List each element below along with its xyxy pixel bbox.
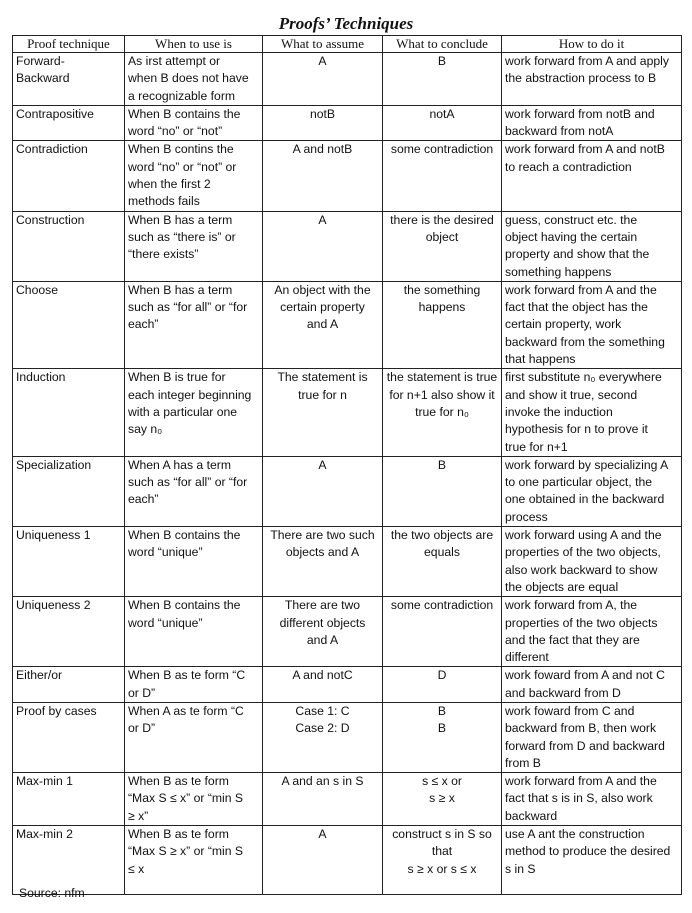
cell-when: When B contains the word “unique”: [125, 527, 263, 597]
cell-how: work forward from A and notB to reach a contradiction: [502, 141, 682, 211]
cell-how: work forward from A and the fact that s is in S, also work backward: [502, 773, 682, 826]
proof-techniques-table: [12, 35, 682, 895]
table-row: [13, 826, 682, 895]
cell-technique: Proof by cases: [13, 702, 125, 772]
cell-when: When B as te form “C or D”: [125, 667, 263, 703]
column-header-assume: What to assume: [263, 36, 383, 53]
cell-conclude: D: [383, 667, 502, 703]
cell-how: guess, construct etc. the object having the certain property and show that the something happens: [502, 211, 682, 281]
cell-conclude: B: [383, 456, 502, 526]
cell-assume: A: [263, 53, 383, 106]
cell-when: When B contins the word “no” or “not” or when the first 2 methods fails: [125, 141, 263, 211]
cell-when: When B has a term such as “for all” or “for each”: [125, 281, 263, 368]
cell-assume: A: [263, 456, 383, 526]
cell-when: When A has a term such as “for all” or “for each”: [125, 456, 263, 526]
source-note: Source: nfm: [19, 886, 85, 900]
column-header-conclude: What to conclude: [383, 36, 502, 53]
cell-assume: A and notC: [263, 667, 383, 703]
cell-how: work forward from A and apply the abstraction process to B: [502, 53, 682, 106]
cell-how: first substitute n₀ everywhere and show it true, second invoke the induction hypothesis for n to prove it true for n+1: [502, 369, 682, 456]
table-row: [13, 456, 682, 526]
cell-conclude: B B: [383, 702, 502, 772]
cell-assume: The statement is true for n: [263, 369, 383, 456]
cell-conclude: construct s in S so that s ≥ x or s ≤ x: [383, 826, 502, 895]
cell-how: work forward from A and the fact that the object has the certain property, work backward from the something that happens: [502, 281, 682, 368]
cell-technique: Specialization: [13, 456, 125, 526]
cell-when: When B contains the word “unique”: [125, 597, 263, 667]
cell-conclude: some contradiction: [383, 597, 502, 667]
cell-assume: A and an s in S: [263, 773, 383, 826]
table-row: [13, 667, 682, 703]
cell-technique: Contrapositive: [13, 105, 125, 141]
page-title: Proofs’ Techniques: [278, 14, 414, 33]
cell-technique: Forward- Backward: [13, 53, 125, 106]
cell-technique: Contradiction: [13, 141, 125, 211]
cell-when: When B as te form “Max S ≤ x” or “min S ≥ x”: [125, 773, 263, 826]
cell-assume: A: [263, 826, 383, 895]
cell-technique: Max-min 1: [13, 773, 125, 826]
cell-assume: There are two different objects and A: [263, 597, 383, 667]
cell-conclude: the statement is true for n+1 also show it true for n₀: [383, 369, 502, 456]
cell-assume: notB: [263, 105, 383, 141]
table-row: [13, 597, 682, 667]
cell-when: When B has a term such as “there is” or “there exists”: [125, 211, 263, 281]
cell-conclude: some contradiction: [383, 141, 502, 211]
cell-technique: Uniqueness 1: [13, 527, 125, 597]
cell-conclude: notA: [383, 105, 502, 141]
cell-how: work foward from C and backward from B, then work forward from D and backward from B: [502, 702, 682, 772]
cell-assume: A and notB: [263, 141, 383, 211]
table-row: [13, 773, 682, 826]
column-header-how: How to do it: [502, 36, 682, 53]
cell-conclude: the something happens: [383, 281, 502, 368]
cell-conclude: there is the desired object: [383, 211, 502, 281]
table-row: [13, 141, 682, 211]
column-header-technique: Proof technique: [13, 36, 125, 53]
cell-when: When B is true for each integer beginning with a particular one say n₀: [125, 369, 263, 456]
cell-assume: An object with the certain property and A: [263, 281, 383, 368]
table-row: [13, 105, 682, 141]
column-header-when: When to use is: [125, 36, 263, 53]
cell-assume: Case 1: C Case 2: D: [263, 702, 383, 772]
cell-how: work forward by specializing A to one particular object, the one obtained in the backward process: [502, 456, 682, 526]
cell-how: work forward from notB and backward from notA: [502, 105, 682, 141]
table-row: [13, 702, 682, 772]
cell-how: use A ant the construction method to produce the desired s in S: [502, 826, 682, 895]
cell-assume: A: [263, 211, 383, 281]
table-row: [13, 53, 682, 106]
cell-assume: There are two such objects and A: [263, 527, 383, 597]
cell-technique: Max-min 2: [13, 826, 125, 895]
cell-technique: Uniqueness 2: [13, 597, 125, 667]
table-row: [13, 527, 682, 597]
cell-conclude: B: [383, 53, 502, 106]
cell-technique: Either/or: [13, 667, 125, 703]
cell-when: When A as te form “C or D”: [125, 702, 263, 772]
table-header-row: [13, 36, 682, 53]
table-row: [13, 281, 682, 368]
cell-when: As irst attempt or when B does not have a recognizable form: [125, 53, 263, 106]
cell-conclude: s ≤ x or s ≥ x: [383, 773, 502, 826]
table-row: [13, 369, 682, 456]
cell-technique: Choose: [13, 281, 125, 368]
cell-when: When B contains the word “no” or “not”: [125, 105, 263, 141]
cell-how: work forward using A and the properties of the two objects, also work backward to show the objects are equal: [502, 527, 682, 597]
cell-technique: Induction: [13, 369, 125, 456]
cell-technique: Construction: [13, 211, 125, 281]
table-row: [13, 211, 682, 281]
cell-when: When B as te form “Max S ≥ x” or “min S ≤ x: [125, 826, 263, 895]
cell-conclude: the two objects are equals: [383, 527, 502, 597]
cell-how: work forward from A, the properties of the two objects and the fact that they are different: [502, 597, 682, 667]
cell-how: work foward from A and not C and backward from D: [502, 667, 682, 703]
